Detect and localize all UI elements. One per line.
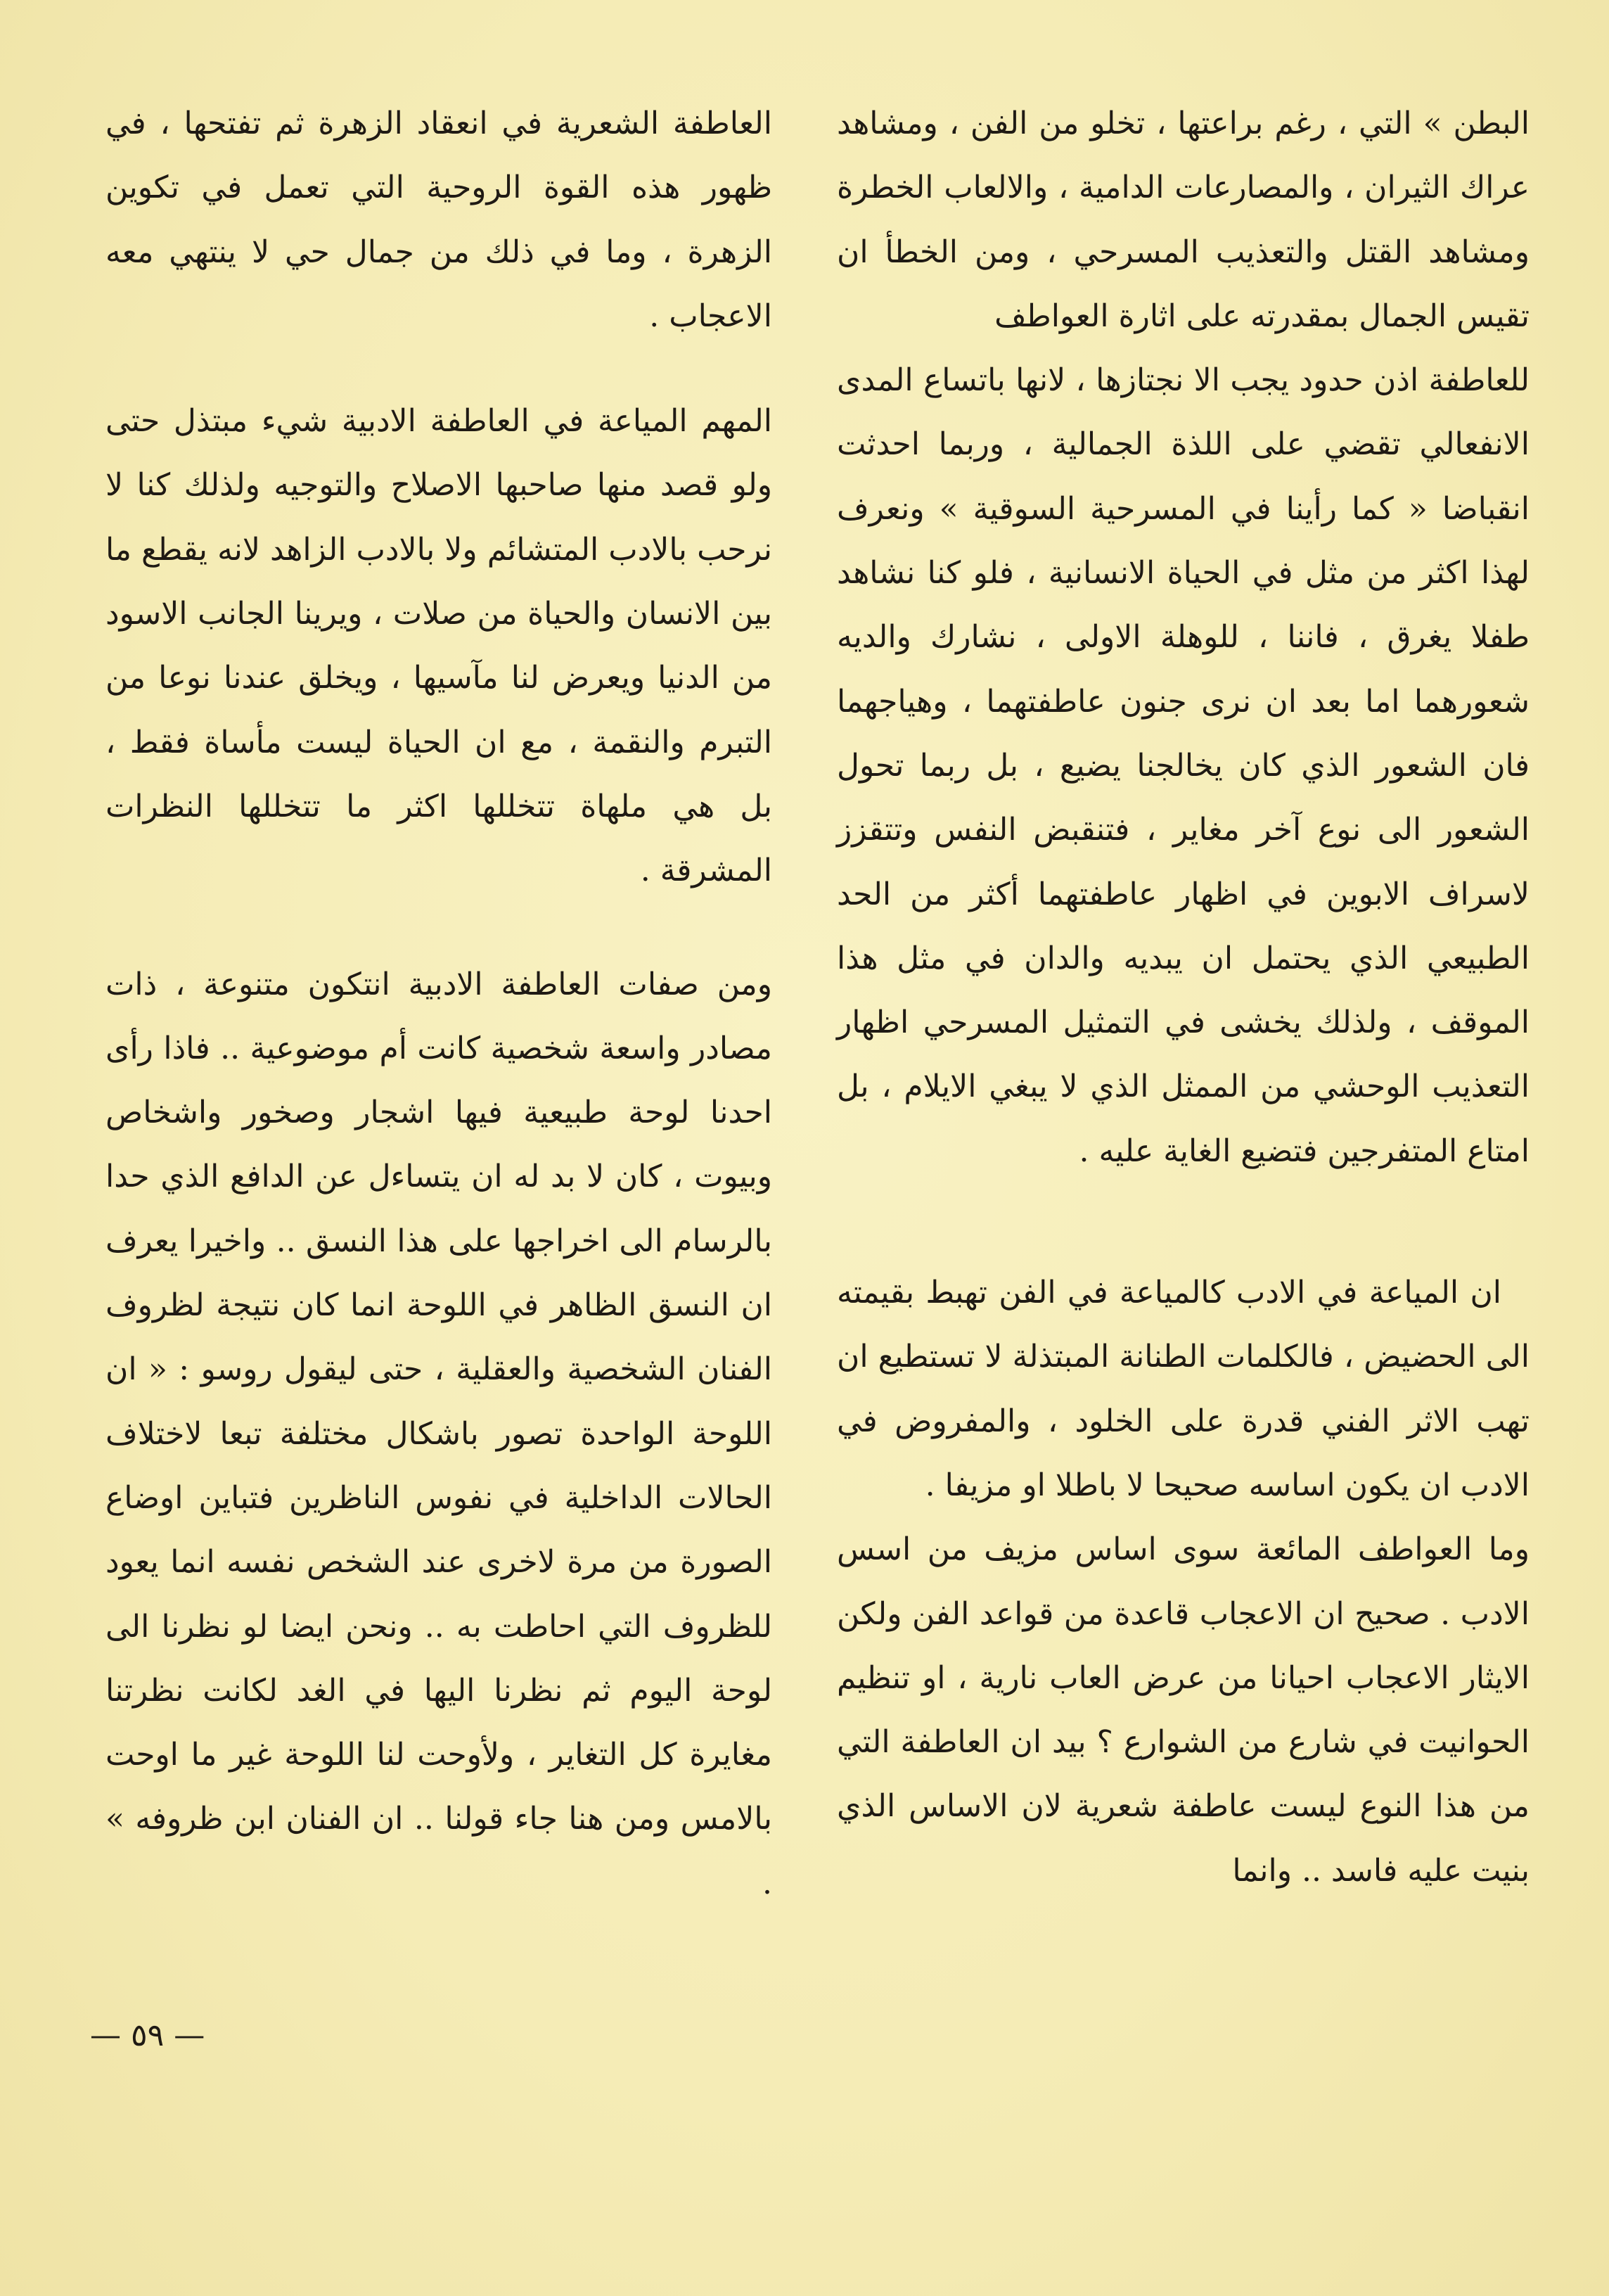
paragraph: البطن » التي ، رغم براعتها ، تخلو من الفن ، ومشاهد عراك الثيران ، والمصارعات الدامية ، والالعاب الخطرة ومشاهد القتل والتعذيب المسرحي ، ومن الخطأ ان تقيس الجمال بمقدرته على اثارة العواطف [837, 106, 1530, 334]
left-text-column [105, 91, 772, 1915]
right-text-column [837, 91, 1530, 1903]
paragraph: ومن صفات العاطفة الادبية انتكون متنوعة ، ذات مصادر واسعة شخصية كانت أم موضوعية .. فاذا رأى احدنا لوحة طبيعية فيها اشجار وصخور واشخاص وبيوت ، كان لا بد له ان يتساءل عن الدافع الذي حدا بالرسام الى اخراجها على هذا النسق .. واخيرا يعرف ان النسق الظاهر في اللوحة انما كان نتيجة لظروف الفنان الشخصية والعقلية ، حتى ليقول روسو : « ان اللوحة الواحدة تصور باشكال مختلفة تبعا لاختلاف الحالات الداخلية في نفوس الناظرين فتباين اوضاع الصورة من مرة لاخرى عند الشخص نفسه انما يعود للظروف التي احاطت به .. ونحن ايضا لو نظرنا الى لوحة اليوم ثم نظرنا اليها في الغد لكانت نظرتنا مغايرة كل التغاير ، ولأوحت لنا اللوحة غير ما اوحت بالامس ومن هنا جاء قولنا .. ان الفنان ابن ظروفه » . [105, 966, 773, 1901]
paragraph: وما العواطف المائعة سوى اساس مزيف من اسس الادب . صحيح ان الاعجاب قاعدة من قواعد الفن ولكن الايثار الاعجاب احيانا من عرض العاب نارية ، او تنظيم الحوانيت في شارع من الشوارع ؟ بيد ان العاطفة التي من هذا النوع ليست عاطفة شعرية لان الاساس الذي بنيت عليه فاسد .. وانما [837, 1531, 1530, 1889]
paragraph: للعاطفة اذن حدود يجب الا نجتازها ، لانها باتساع المدى الانفعالي تقضي على اللذة الجمالية ، وربما احدثت انقباضا « كما رأينا في المسرحية السوقية » ونعرف لهذا اكثر من مثل في الحياة الانسانية ، فلو كنا نشاهد طفلا يغرق ، فاننا ، للوهلة الاولى ، نشارك والديه شعورهما اما بعد ان نرى جنون عاطفتهما ، وهياجهما فان الشعور الذي كان يخالجنا يضيع ، بل ربما تحول الشعور الى نوع آخر مغاير ، فتنقبض النفس وتتقزز لاسراف الابوين في اظهار عاطفتهما أكثر من الحد الطبيعي الذي يحتمل ان يبديه والدان في مثل هذا الموقف ، ولذلك يخشى في التمثيل المسرحي اظهار التعذيب الوحشي من الممثل الذي لا يبغي الايلام ، بل امتاع المتفرجين فتضيع الغاية عليه . [837, 362, 1530, 1169]
paragraph: ان المياعة في الادب كالمياعة في الفن تهبط بقيمته الى الحضيض ، فالكلمات الطنانة المبتذلة لا تستطيع ان تهب الاثر الفني قدرة على الخلود ، والمفروض في الادب ان يكون اساسه صحيحا لا باطلا او مزيفا . [837, 1275, 1530, 1503]
paragraph: العاطفة الشعرية في انعقاد الزهرة ثم تفتحها ، في ظهور هذه القوة الروحية التي تعمل في تكوين الزهرة ، وما في ذلك من جمال حي لا ينتهي معه الاعجاب . [105, 106, 772, 334]
paragraph: المهم المياعة في العاطفة الادبية شيء مبتذل حتى ولو قصد منها صاحبها الاصلاح والتوجيه ولذلك كنا لا نرحب بالادب المتشائم ولا بالادب الزاهد لانه يقطع ما بين الانسان والحياة من صلات ، ويرينا الجانب الاسود من الدنيا ويعرض لنا مآسيها ، ويخلق عندنا نوعا من التبرم والنقمة ، مع ان الحياة ليست مأساة فقط ، بل هي ملهاة تتخللها اكثر ما تتخللها النظرات المشرقة . [105, 403, 772, 889]
page-number: — ٥٩ — [90, 2017, 205, 2053]
